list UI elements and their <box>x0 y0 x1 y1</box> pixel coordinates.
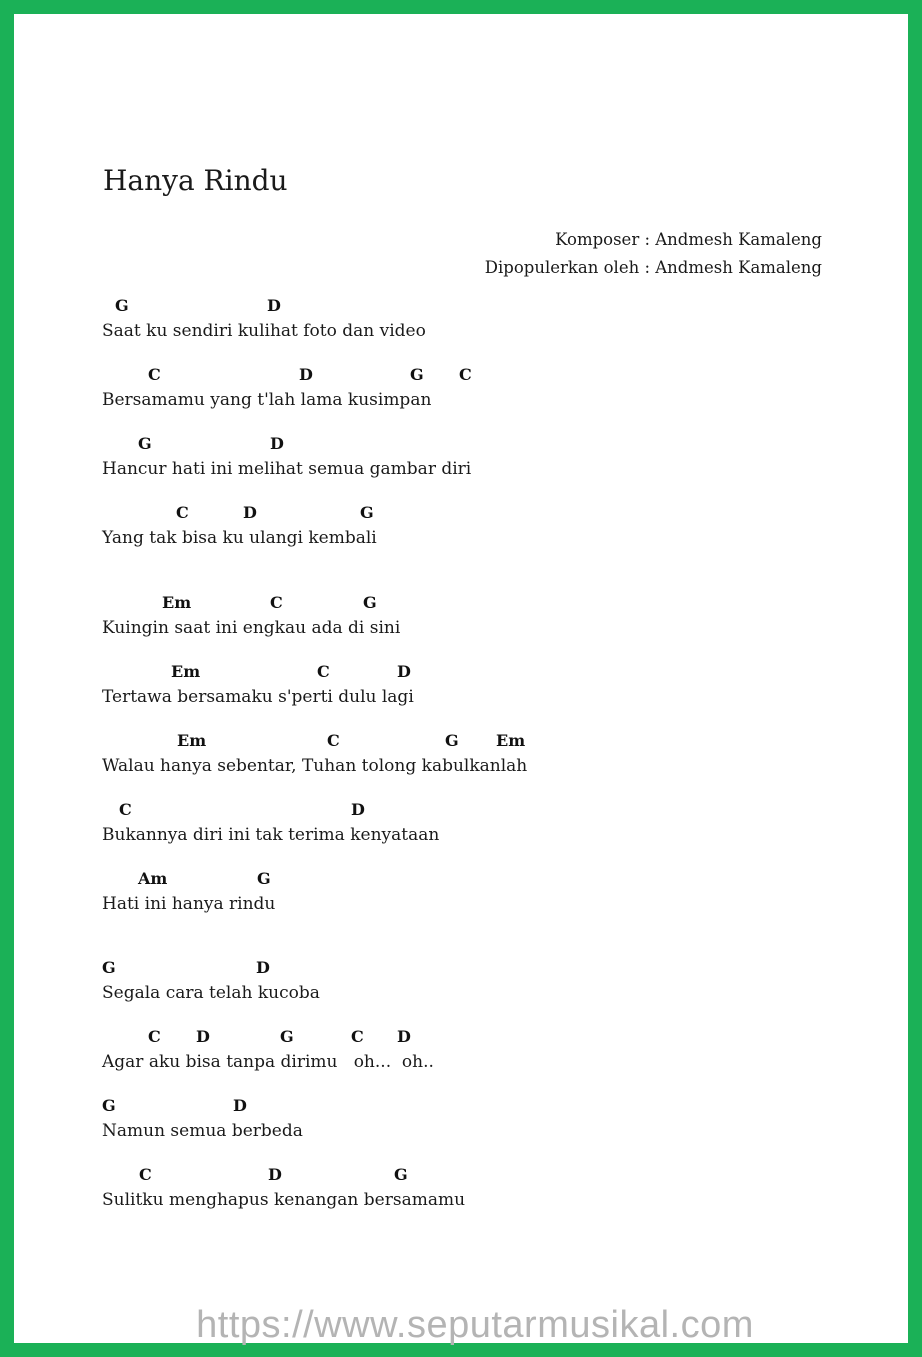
chord: C <box>148 365 161 384</box>
chord-line-10 <box>102 958 802 1008</box>
chord: D <box>267 296 281 315</box>
chord: Am <box>138 869 168 888</box>
chord: C <box>327 731 340 750</box>
song-title: Hanya Rindu <box>103 164 288 197</box>
chord-line-6 <box>102 662 802 712</box>
chord: G <box>410 365 424 384</box>
chord-line-12 <box>102 1096 802 1146</box>
chord: D <box>351 800 365 819</box>
lyric-line: Bersamamu yang t'lah lama kusimpan <box>102 390 432 410</box>
chord-line-8 <box>102 800 802 850</box>
chord: D <box>397 662 411 681</box>
chord-line-1 <box>102 296 802 346</box>
chord: G <box>102 958 116 977</box>
chord: G <box>445 731 459 750</box>
composer-credit: Komposer : Andmesh Kamaleng <box>555 230 822 249</box>
chord: Em <box>496 731 526 750</box>
lyric-line: Bukannya diri ini tak terima kenyataan <box>102 825 440 845</box>
chord: Em <box>177 731 207 750</box>
chord-line-9 <box>102 869 802 919</box>
lyric-line: Tertawa bersamaku s'perti dulu lagi <box>102 687 414 707</box>
lyric-line: Hati ini hanya rindu <box>102 894 276 914</box>
chord: D <box>299 365 313 384</box>
lyric-line: Yang tak bisa ku ulangi kembali <box>102 528 377 548</box>
chord-line-7 <box>102 731 802 781</box>
chord-line-2 <box>102 365 802 415</box>
chord-line-3 <box>102 434 802 484</box>
chord: G <box>280 1027 294 1046</box>
lyric-line: Sulitku menghapus kenangan bersamamu <box>102 1190 466 1210</box>
chord: D <box>256 958 270 977</box>
chord: D <box>243 503 257 522</box>
lyric-line: Kuingin saat ini engkau ada di sini <box>102 618 401 638</box>
chord: D <box>268 1165 282 1184</box>
lyric-line: Hancur hati ini melihat semua gambar diri <box>102 459 472 479</box>
chord: D <box>196 1027 210 1046</box>
chord: G <box>138 434 152 453</box>
popularized-credit: Dipopulerkan oleh : Andmesh Kamaleng <box>484 258 822 277</box>
chord: G <box>102 1096 116 1115</box>
lyric-line: Namun semua berbeda <box>102 1121 303 1141</box>
chord: C <box>270 593 283 612</box>
chord-line-11 <box>102 1027 802 1077</box>
lyric-line: Segala cara telah kucoba <box>102 983 320 1003</box>
chord: C <box>119 800 132 819</box>
chord-line-5 <box>102 593 802 643</box>
chord-line-4 <box>102 503 802 553</box>
chord: Em <box>171 662 201 681</box>
chord: G <box>394 1165 408 1184</box>
lyric-line: Agar aku bisa tanpa dirimu oh... oh.. <box>102 1052 434 1072</box>
chord: G <box>115 296 129 315</box>
site-watermark: https://www.seputarmusikal.com <box>196 1304 754 1346</box>
lyric-line: Saat ku sendiri kulihat foto dan video <box>102 321 426 341</box>
chord: G <box>360 503 374 522</box>
chord: C <box>351 1027 364 1046</box>
chord: G <box>257 869 271 888</box>
chord: D <box>397 1027 411 1046</box>
lyric-line: Walau hanya sebentar, Tuhan tolong kabulkanlah <box>102 756 528 776</box>
chord: D <box>233 1096 247 1115</box>
chord: C <box>459 365 472 384</box>
chord: C <box>148 1027 161 1046</box>
chord: C <box>139 1165 152 1184</box>
chord: Em <box>162 593 192 612</box>
chord: G <box>363 593 377 612</box>
chord: C <box>176 503 189 522</box>
chord: D <box>270 434 284 453</box>
chord: C <box>317 662 330 681</box>
chord-line-13 <box>102 1165 802 1215</box>
song-credits <box>485 226 822 282</box>
